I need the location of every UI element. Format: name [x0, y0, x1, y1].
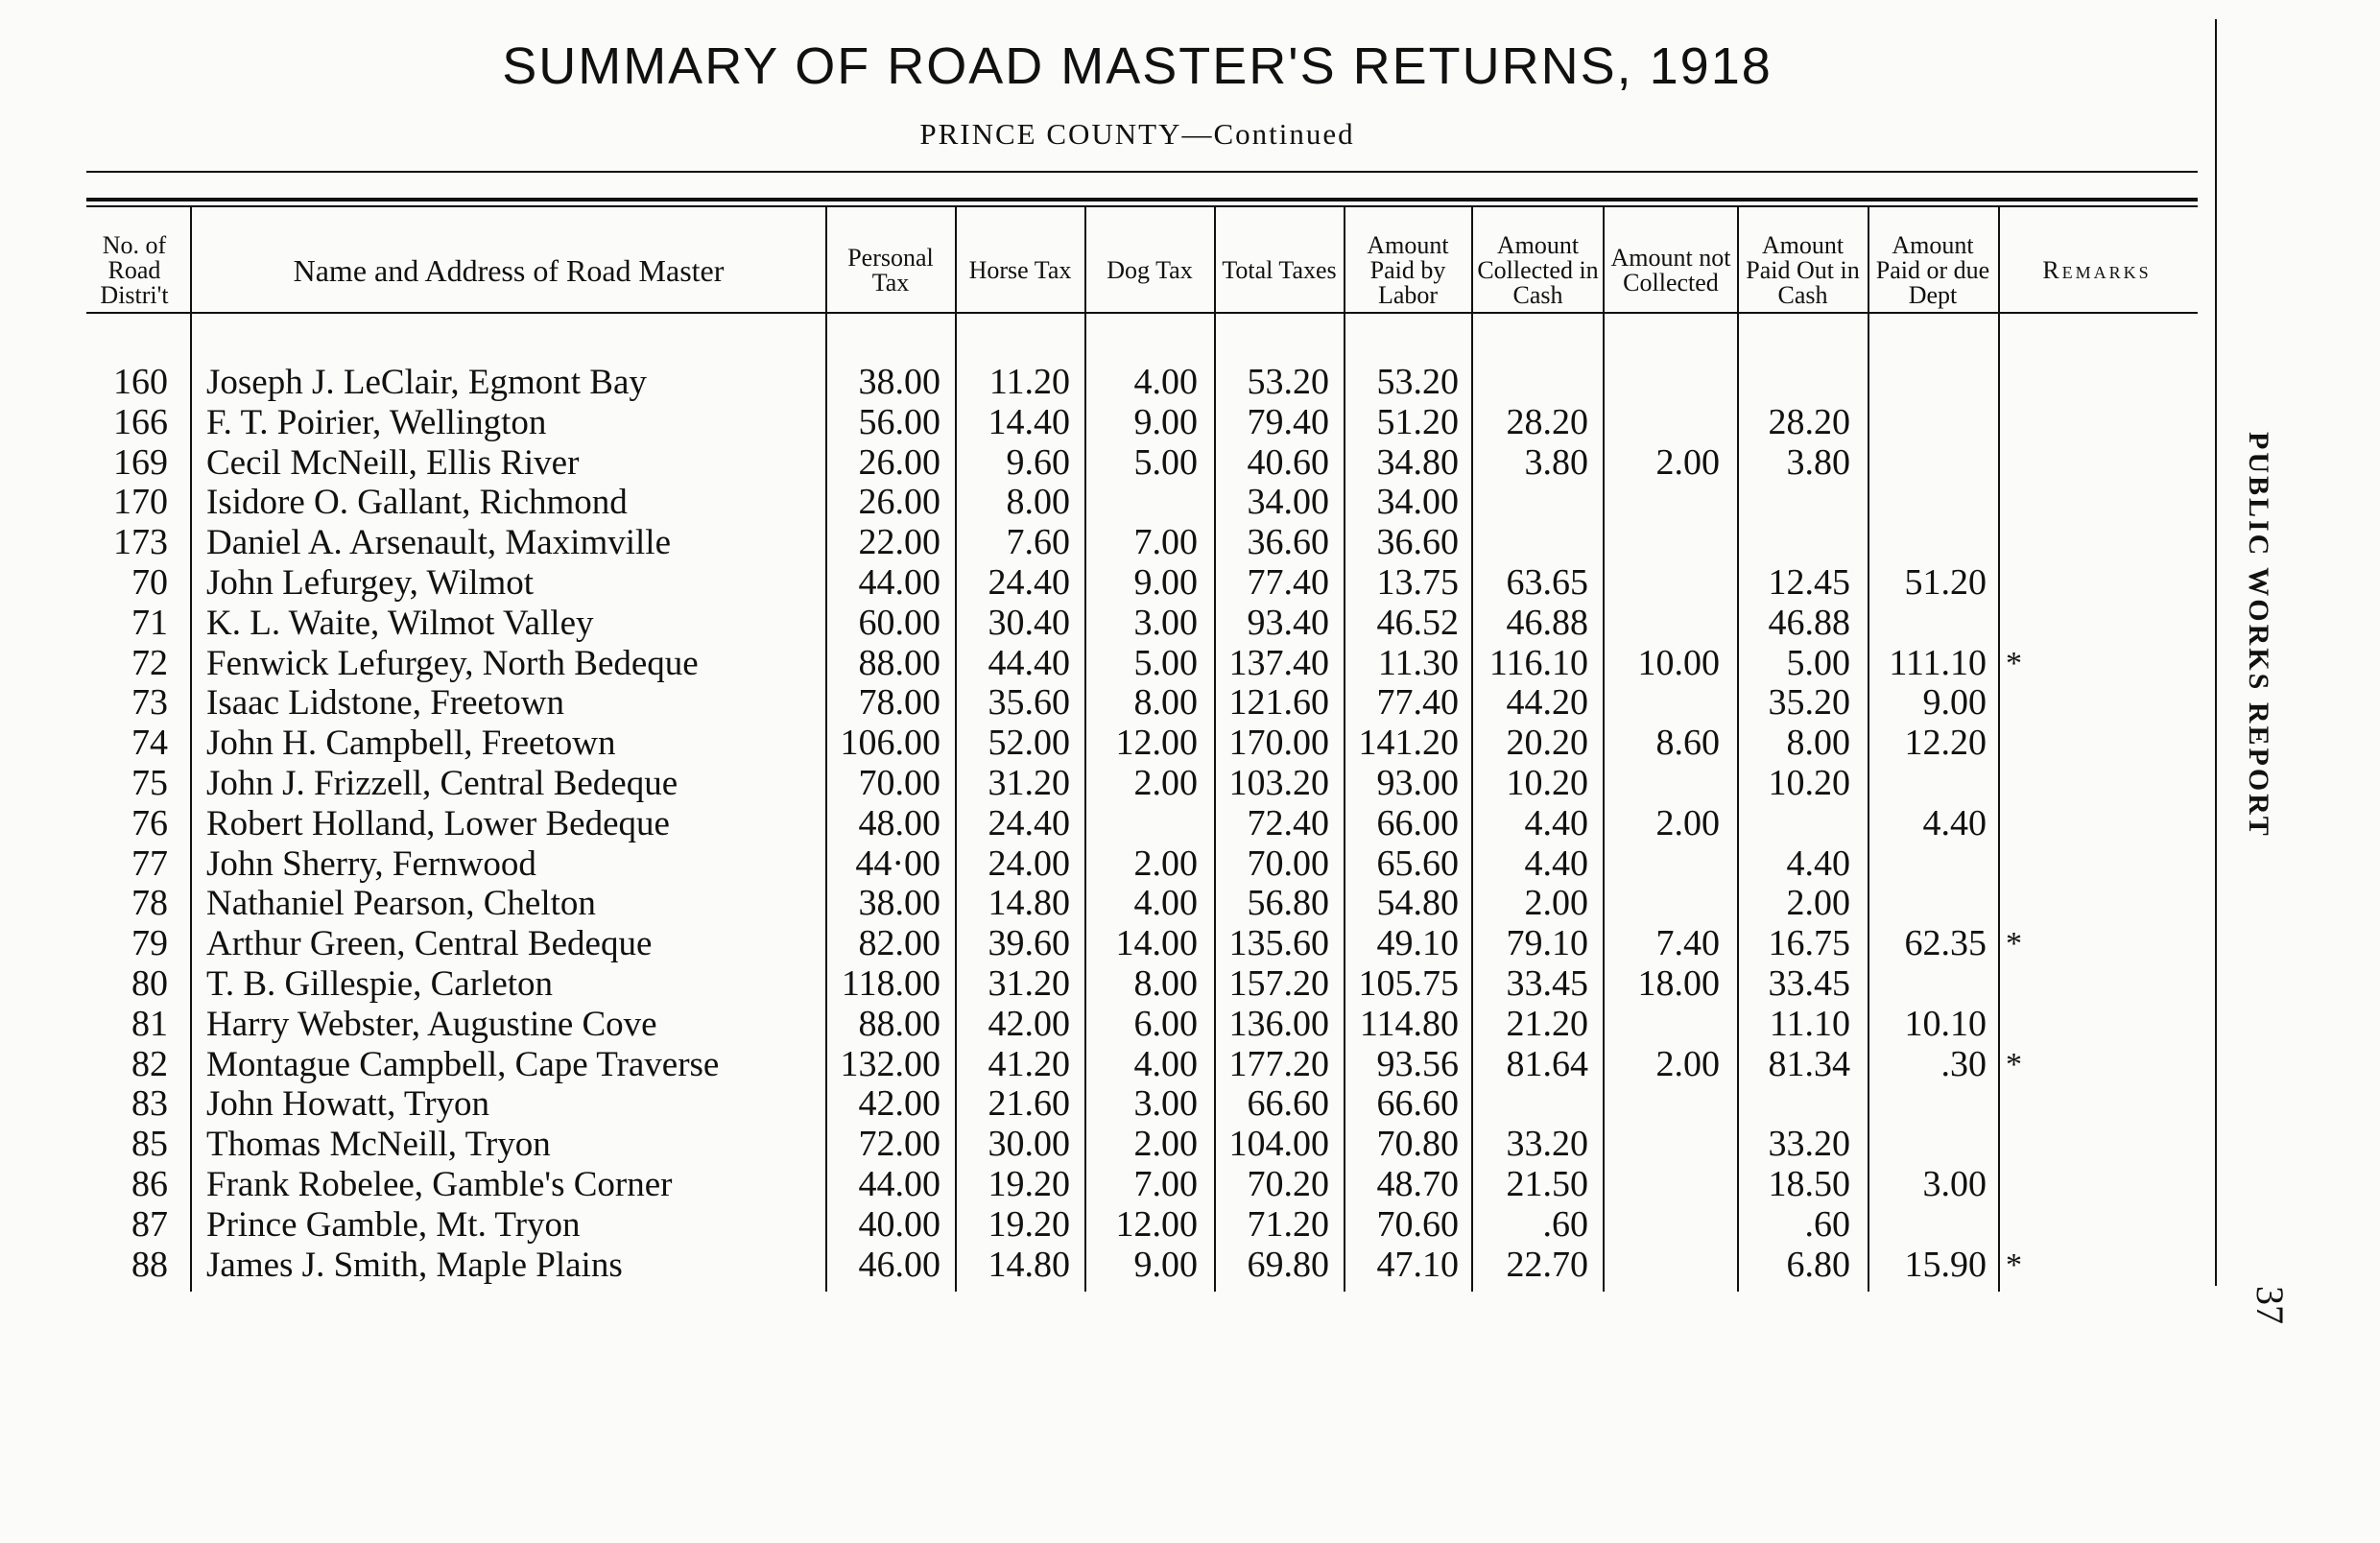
cell-labor: 34.80 [1376, 441, 1459, 483]
cell-cash: 46.88 [1506, 602, 1588, 643]
cell-name: Fenwick Lefurgey, North Bedeque [206, 643, 699, 683]
cell-name: F. T. Poirier, Wellington [206, 402, 547, 442]
page-subtitle: PRINCE COUNTY—Continued [919, 117, 1355, 151]
cell-horse: 31.20 [988, 962, 1070, 1004]
cell-name: T. B. Gillespie, Carleton [206, 963, 554, 1004]
header-not-collected: Amount not Collected [1610, 244, 1731, 297]
header-horse-tax: Horse Tax [968, 256, 1072, 284]
cell-dog: 6.00 [1133, 1003, 1198, 1044]
cell-paidout: 3.80 [1786, 441, 1850, 483]
cell-name: K. L. Waite, Wilmot Valley [206, 603, 594, 643]
rule-top-thick [86, 198, 2198, 202]
cell-dog: 3.00 [1133, 602, 1198, 643]
cell-name: James J. Smith, Maple Plains [206, 1245, 623, 1285]
cell-labor: 77.40 [1376, 682, 1459, 724]
cell-due: 15.90 [1904, 1244, 1987, 1285]
cell-cash: 33.45 [1506, 962, 1588, 1004]
cell-labor: 93.56 [1376, 1043, 1459, 1084]
cell-paidout: .60 [1804, 1203, 1850, 1245]
cell-num: 166 [113, 401, 168, 442]
cell-due: 111.10 [1889, 642, 1987, 683]
cell-total: 121.60 [1228, 682, 1329, 724]
cell-num: 76 [131, 802, 168, 843]
cell-dog: 4.00 [1133, 883, 1198, 924]
cell-labor: 66.00 [1376, 802, 1459, 843]
cell-total: 177.20 [1228, 1043, 1329, 1084]
cell-cash: 22.70 [1506, 1244, 1588, 1285]
page-number: 37 [2249, 1286, 2292, 1324]
cell-paidout: 12.45 [1768, 561, 1850, 603]
cell-horse: 14.80 [988, 883, 1070, 924]
cell-horse: 41.20 [988, 1043, 1070, 1084]
cell-dog: 8.00 [1133, 682, 1198, 724]
cell-labor: 114.80 [1359, 1003, 1459, 1044]
cell-personal: 46.00 [858, 1244, 940, 1285]
header-total-taxes: Total Taxes [1222, 256, 1337, 284]
cell-due: 51.20 [1904, 561, 1987, 603]
cell-horse: 19.20 [988, 1203, 1070, 1245]
cell-personal: 88.00 [858, 1003, 940, 1044]
cell-total: 36.60 [1247, 522, 1329, 563]
cell-notcoll: 2.00 [1655, 802, 1720, 843]
table-row [0, 483, 2294, 523]
cell-cash: 10.20 [1506, 762, 1588, 803]
cell-name: Cecil McNeill, Ellis River [206, 442, 580, 483]
cell-total: 69.80 [1247, 1244, 1329, 1285]
cell-personal: 42.00 [858, 1083, 940, 1125]
cell-labor: 105.75 [1358, 962, 1459, 1004]
cell-paidout: 18.50 [1768, 1163, 1850, 1204]
cell-personal: 132.00 [840, 1043, 940, 1084]
table-row [0, 1205, 2294, 1246]
cell-horse: 11.20 [988, 362, 1070, 402]
page-title: SUMMARY OF ROAD MASTER'S RETURNS, 1918 [502, 37, 1773, 95]
cell-name: Isaac Lidstone, Freetown [206, 683, 564, 724]
cell-paidout: 2.00 [1786, 883, 1850, 924]
table-row [0, 443, 2294, 484]
header-remarks: Remarks [2042, 256, 2152, 284]
cell-cash: 3.80 [1524, 441, 1588, 483]
cell-personal: 26.00 [858, 441, 940, 483]
running-head: PUBLIC WORKS REPORT [2243, 432, 2274, 839]
table-row [0, 1125, 2294, 1165]
table-row [0, 1005, 2294, 1045]
cell-notcoll: 10.00 [1637, 642, 1720, 683]
cell-total: 104.00 [1228, 1124, 1329, 1165]
cell-horse: 7.60 [1006, 522, 1070, 563]
cell-paidout: 35.20 [1768, 682, 1850, 724]
cell-name: John Howatt, Tryon [206, 1084, 490, 1125]
cell-horse: 24.40 [988, 561, 1070, 603]
table-row [0, 804, 2294, 844]
cell-num: 170 [113, 482, 168, 523]
cell-num: 82 [131, 1043, 168, 1084]
cell-personal: 82.00 [858, 923, 940, 964]
cell-total: 93.40 [1247, 602, 1329, 643]
cell-cash: 4.40 [1524, 843, 1588, 884]
cell-cash: 81.64 [1506, 1043, 1588, 1084]
cell-num: 87 [131, 1203, 168, 1245]
cell-cash: 4.40 [1524, 802, 1588, 843]
cell-total: 136.00 [1228, 1003, 1329, 1044]
cell-name: Harry Webster, Augustine Cove [206, 1004, 657, 1044]
cell-num: 75 [131, 762, 168, 803]
cell-paidout: 46.88 [1768, 602, 1850, 643]
cell-horse: 8.00 [1006, 482, 1070, 523]
cell-labor: 141.20 [1358, 723, 1459, 764]
cell-personal: 56.00 [858, 401, 940, 442]
cell-personal: 22.00 [858, 522, 940, 563]
cell-dog: 5.00 [1133, 441, 1198, 483]
cell-personal: 40.00 [858, 1203, 940, 1245]
table-row [0, 1165, 2294, 1205]
cell-remarks: * [2006, 645, 2022, 681]
cell-paidout: 16.75 [1768, 923, 1850, 964]
cell-labor: 51.20 [1376, 401, 1459, 442]
cell-horse: 19.20 [988, 1163, 1070, 1204]
cell-dog: 2.00 [1133, 843, 1198, 884]
cell-name: John Lefurgey, Wilmot [206, 562, 535, 603]
cell-cash: 116.10 [1488, 642, 1588, 683]
cell-num: 86 [131, 1163, 168, 1204]
cell-cash: 63.65 [1506, 561, 1588, 603]
cell-total: 170.00 [1228, 723, 1329, 764]
cell-labor: 48.70 [1376, 1163, 1459, 1204]
cell-dog: 9.00 [1133, 401, 1198, 442]
cell-dog: 7.00 [1133, 1163, 1198, 1204]
cell-total: 137.40 [1228, 642, 1329, 683]
cell-due: 62.35 [1904, 923, 1987, 964]
cell-labor: 53.20 [1376, 362, 1459, 402]
cell-num: 73 [131, 682, 168, 724]
cell-due: 4.40 [1922, 802, 1987, 843]
cell-labor: 11.30 [1377, 642, 1459, 683]
cell-horse: 24.00 [988, 843, 1070, 884]
header-road-master: Name and Address of Road Master [293, 253, 725, 288]
cell-personal: 88.00 [858, 642, 940, 683]
table-row [0, 644, 2294, 684]
cell-name: Nathaniel Pearson, Chelton [206, 884, 596, 924]
cell-paidout: 81.34 [1768, 1043, 1850, 1084]
cell-total: 53.20 [1247, 362, 1329, 402]
cell-dog: 14.00 [1115, 923, 1198, 964]
cell-horse: 42.00 [988, 1003, 1070, 1044]
cell-horse: 14.80 [988, 1244, 1070, 1285]
cell-dog: 12.00 [1115, 1203, 1198, 1245]
cell-total: 77.40 [1247, 561, 1329, 603]
cell-cash: 20.20 [1506, 723, 1588, 764]
cell-dog: 4.00 [1133, 1043, 1198, 1084]
cell-cash: .60 [1542, 1203, 1588, 1245]
header-paid-out-in-cash: Amount Paid Out in Cash [1746, 231, 1860, 309]
table-row [0, 1246, 2294, 1286]
cell-name: John J. Frizzell, Central Bedeque [206, 763, 678, 803]
cell-horse: 30.40 [988, 602, 1070, 643]
cell-total: 71.20 [1247, 1203, 1329, 1245]
cell-num: 169 [113, 441, 168, 483]
cell-personal: 106.00 [840, 723, 940, 764]
cell-name: Thomas McNeill, Tryon [206, 1125, 551, 1165]
cell-name: John H. Campbell, Freetown [206, 724, 616, 764]
cell-paidout: 4.40 [1786, 843, 1850, 884]
cell-horse: 24.40 [988, 802, 1070, 843]
table-row [0, 884, 2294, 924]
cell-personal: 44.00 [858, 561, 940, 603]
cell-personal: 38.00 [858, 362, 940, 402]
cell-horse: 52.00 [988, 723, 1070, 764]
cell-personal: 78.00 [858, 682, 940, 724]
cell-name: Isidore O. Gallant, Richmond [206, 483, 628, 523]
cell-labor: 65.60 [1376, 843, 1459, 884]
cell-cash: 21.20 [1506, 1003, 1588, 1044]
cell-due: 10.10 [1904, 1003, 1987, 1044]
cell-paidout: 5.00 [1786, 642, 1850, 683]
table-row [0, 363, 2294, 403]
cell-labor: 46.52 [1376, 602, 1459, 643]
cell-paidout: 33.20 [1768, 1124, 1850, 1165]
cell-num: 160 [113, 362, 168, 402]
cell-due: 12.20 [1904, 723, 1987, 764]
cell-num: 85 [131, 1124, 168, 1165]
cell-cash: 79.10 [1506, 923, 1588, 964]
cell-paidout: 8.00 [1786, 723, 1850, 764]
cell-total: 66.60 [1247, 1083, 1329, 1125]
cell-name: Joseph J. LeClair, Egmont Bay [206, 363, 647, 402]
cell-horse: 21.60 [988, 1083, 1070, 1125]
cell-num: 72 [131, 642, 168, 683]
cell-num: 77 [131, 843, 168, 884]
cell-horse: 9.60 [1006, 441, 1070, 483]
table-row [0, 563, 2294, 604]
cell-personal: 118.00 [841, 962, 940, 1004]
cell-num: 79 [131, 923, 168, 964]
cell-total: 79.40 [1247, 401, 1329, 442]
table-row [0, 964, 2294, 1005]
cell-num: 78 [131, 883, 168, 924]
cell-personal: 60.00 [858, 602, 940, 643]
cell-horse: 35.60 [988, 682, 1070, 724]
cell-name: Arthur Green, Central Bedeque [206, 924, 653, 964]
cell-labor: 54.80 [1376, 883, 1459, 924]
cell-personal: 48.00 [858, 802, 940, 843]
cell-num: 88 [131, 1244, 168, 1285]
header-road-district: No. of Road Distri't [100, 231, 169, 309]
header-personal-tax: Personal Tax [847, 244, 934, 297]
cell-notcoll: 2.00 [1655, 441, 1720, 483]
header-paid-or-due-dept: Amount Paid or due Dept [1875, 231, 1990, 309]
table-body [0, 363, 2294, 1285]
cell-remarks: * [2006, 1046, 2022, 1082]
rule-top-second [86, 205, 2198, 207]
cell-remarks: * [2006, 1246, 2022, 1283]
cell-due: .30 [1940, 1043, 1987, 1084]
cell-num: 173 [113, 522, 168, 563]
cell-paidout: 6.80 [1786, 1244, 1850, 1285]
cell-dog: 9.00 [1133, 1244, 1198, 1285]
cell-labor: 93.00 [1376, 762, 1459, 803]
cell-labor: 66.60 [1376, 1083, 1459, 1125]
cell-total: 103.20 [1228, 762, 1329, 803]
cell-num: 81 [131, 1003, 168, 1044]
cell-paidout: 11.10 [1769, 1003, 1850, 1044]
cell-total: 70.20 [1247, 1163, 1329, 1204]
cell-total: 70.00 [1247, 843, 1329, 884]
cell-paidout: 33.45 [1768, 962, 1850, 1004]
cell-dog: 12.00 [1115, 723, 1198, 764]
cell-horse: 39.60 [988, 923, 1070, 964]
table-row [0, 764, 2294, 804]
cell-cash: 2.00 [1524, 883, 1588, 924]
cell-dog: 5.00 [1133, 642, 1198, 683]
cell-name: Robert Holland, Lower Bedeque [206, 803, 670, 843]
cell-num: 83 [131, 1083, 168, 1125]
cell-num: 80 [131, 962, 168, 1004]
cell-cash: 28.20 [1506, 401, 1588, 442]
cell-dog: 2.00 [1133, 1124, 1198, 1165]
cell-total: 34.00 [1247, 482, 1329, 523]
cell-labor: 70.60 [1376, 1203, 1459, 1245]
table-row [0, 403, 2294, 443]
rule-top-thin [86, 171, 2198, 173]
cell-total: 56.80 [1247, 883, 1329, 924]
header-collected-in-cash: Amount Collected in Cash [1477, 231, 1599, 309]
cell-labor: 34.00 [1376, 482, 1459, 523]
cell-cash: 33.20 [1506, 1124, 1588, 1165]
cell-total: 157.20 [1228, 962, 1329, 1004]
table-row [0, 604, 2294, 644]
cell-notcoll: 18.00 [1637, 962, 1720, 1004]
cell-total: 40.60 [1247, 441, 1329, 483]
cell-dog: 4.00 [1133, 362, 1198, 402]
cell-paidout: 10.20 [1768, 762, 1850, 803]
cell-name: Prince Gamble, Mt. Tryon [206, 1204, 581, 1245]
cell-name: Daniel A. Arsenault, Maximville [206, 523, 671, 563]
cell-dog: 3.00 [1133, 1083, 1198, 1125]
cell-personal: 70.00 [858, 762, 940, 803]
table-row [0, 1084, 2294, 1125]
table-row [0, 924, 2294, 964]
table-row [0, 844, 2294, 885]
cell-notcoll: 2.00 [1655, 1043, 1720, 1084]
cell-total: 135.60 [1228, 923, 1329, 964]
cell-name: Montague Campbell, Cape Traverse [206, 1044, 720, 1084]
cell-labor: 13.75 [1376, 561, 1459, 603]
cell-dog: 7.00 [1133, 522, 1198, 563]
table-row [0, 724, 2294, 764]
cell-horse: 31.20 [988, 762, 1070, 803]
header-paid-by-labor: Amount Paid by Labor [1367, 231, 1449, 309]
cell-num: 70 [131, 561, 168, 603]
cell-name: Frank Robelee, Gamble's Corner [206, 1164, 673, 1204]
cell-personal: 38.00 [858, 883, 940, 924]
table-row [0, 523, 2294, 563]
cell-paidout: 28.20 [1768, 401, 1850, 442]
cell-name: John Sherry, Fernwood [206, 843, 536, 884]
cell-labor: 49.10 [1376, 923, 1459, 964]
cell-due: 3.00 [1922, 1163, 1987, 1204]
cell-due: 9.00 [1922, 682, 1987, 724]
cell-personal: 72.00 [858, 1124, 940, 1165]
cell-dog: 8.00 [1133, 962, 1198, 1004]
table-row [0, 683, 2294, 724]
cell-horse: 30.00 [988, 1124, 1070, 1165]
cell-personal: 44·00 [855, 843, 940, 884]
cell-cash: 44.20 [1506, 682, 1588, 724]
cell-total: 72.40 [1247, 802, 1329, 843]
cell-num: 71 [131, 602, 168, 643]
table-row [0, 1045, 2294, 1085]
cell-horse: 14.40 [988, 401, 1070, 442]
cell-remarks: * [2006, 926, 2022, 962]
cell-personal: 44.00 [858, 1163, 940, 1204]
cell-cash: 21.50 [1506, 1163, 1588, 1204]
cell-notcoll: 7.40 [1655, 923, 1720, 964]
cell-notcoll: 8.60 [1655, 723, 1720, 764]
cell-personal: 26.00 [858, 482, 940, 523]
cell-num: 74 [131, 723, 168, 764]
cell-labor: 36.60 [1376, 522, 1459, 563]
header-dog-tax: Dog Tax [1107, 256, 1193, 284]
cell-dog: 9.00 [1133, 561, 1198, 603]
cell-horse: 44.40 [988, 642, 1070, 683]
cell-labor: 47.10 [1376, 1244, 1459, 1285]
cell-dog: 2.00 [1133, 762, 1198, 803]
cell-labor: 70.80 [1376, 1124, 1459, 1165]
